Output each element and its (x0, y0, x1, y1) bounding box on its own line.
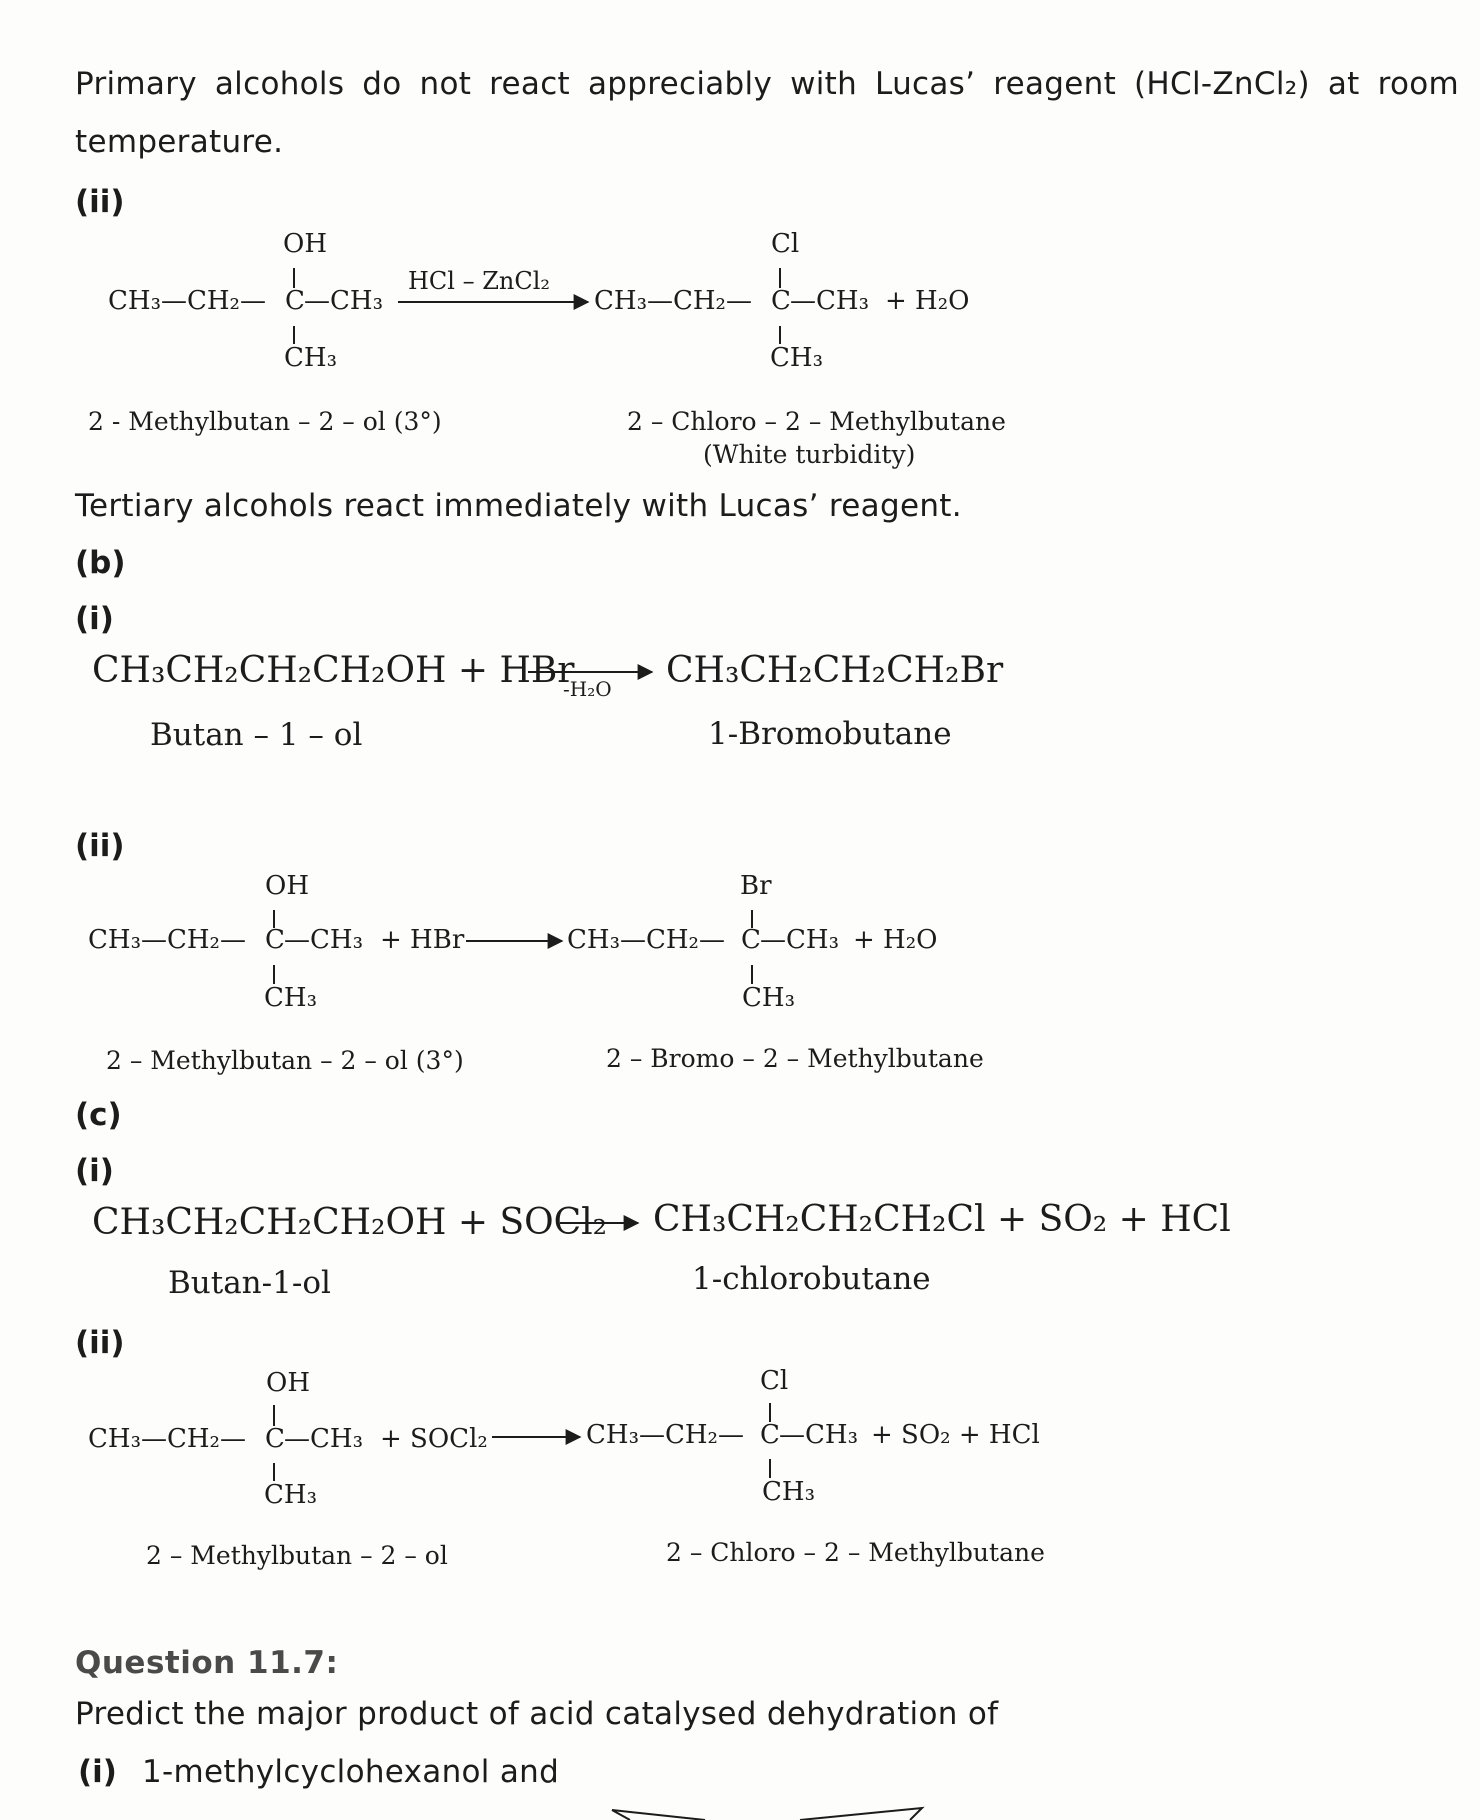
reagent-lucas: HCl – ZnCl₂ (408, 267, 551, 295)
b-i-reactant-name: Butan – 1 – ol (150, 717, 363, 753)
b-ii-product-chain-right: —CH₃ (760, 925, 839, 955)
product-cl: Cl (771, 229, 800, 259)
c-ii-reactant-chain-left: CH₃—CH₂— (88, 1424, 246, 1454)
product-chain-left: CH₃—CH₂— (594, 286, 752, 316)
c-i-reactant-name: Butan-1-ol (168, 1265, 331, 1301)
reactant-chain-right: —CH₃ (304, 286, 383, 316)
c-ii-product-suffix: + SO₂ + HCl (871, 1420, 1040, 1450)
product-carbon: C (771, 286, 791, 316)
b-i-lhs: CH₃CH₂CH₂CH₂OH + HBr (92, 650, 575, 691)
c-ii-product-name: 2 – Chloro – 2 – Methylbutane (666, 1538, 1045, 1567)
c-ii-reactant-oh: OH (266, 1368, 310, 1398)
reactant-methyl: CH₃ (284, 343, 337, 373)
product-water: + H₂O (885, 286, 970, 316)
label-b: (b) (75, 545, 126, 581)
intro-line-2: temperature. (75, 124, 284, 160)
c-ii-product-cl: Cl (760, 1366, 789, 1396)
reactant-carbon: C (285, 286, 305, 316)
c-ii-reactant-carbon: C (265, 1424, 285, 1454)
product-methyl: CH₃ (770, 343, 823, 373)
c-i-product-name: 1-chlorobutane (692, 1261, 931, 1297)
question-heading: Question 11.7: (75, 1645, 339, 1681)
reactant-name: 2 - Methylbutan – 2 – ol (3°) (88, 407, 442, 436)
product-chain-right: —CH₃ (790, 286, 869, 316)
question-text: Predict the major product of acid catalysed dehydration of (75, 1696, 999, 1732)
b-ii-reactant-name: 2 – Methylbutan – 2 – ol (3°) (106, 1046, 464, 1075)
reactant-oh: OH (283, 229, 327, 259)
b-ii-product-methyl: CH₃ (742, 983, 795, 1013)
b-ii-reactant-oh: OH (265, 871, 309, 901)
label-a-ii: (ii) (75, 184, 125, 220)
b-ii-product-chain-left: CH₃—CH₂— (567, 925, 725, 955)
ring-edge-right (800, 1808, 922, 1820)
c-ii-product-chain-right: —CH₃ (779, 1420, 858, 1450)
c-ii-product-chain-left: CH₃—CH₂— (586, 1420, 744, 1450)
label-b-ii: (ii) (75, 828, 125, 864)
c-ii-reactant-chain-right: —CH₃ (284, 1424, 363, 1454)
c-ii-product-carbon: C (760, 1420, 780, 1450)
label-c-i: (i) (75, 1153, 114, 1189)
b-ii-reactant-carbon: C (265, 925, 285, 955)
reactant-chain-left: CH₃—CH₂— (108, 286, 266, 316)
b-ii-product-name: 2 – Bromo – 2 – Methylbutane (606, 1044, 984, 1073)
b-ii-product-br: Br (740, 871, 772, 901)
question-item-text: 1-methylcyclohexanol and (142, 1754, 560, 1790)
b-i-below-arrow: -H₂O (563, 677, 612, 701)
b-ii-reactant-chain-left: CH₃—CH₂— (88, 925, 246, 955)
b-ii-reactant-hbr: + HBr (380, 925, 465, 955)
b-ii-product-water: + H₂O (853, 925, 938, 955)
tertiary-note: Tertiary alcohols react immediately with Lucas’ reagent. (75, 488, 962, 524)
c-ii-reactant-name: 2 – Methylbutan – 2 – ol (146, 1541, 448, 1570)
c-ii-reactant-socl2: + SOCl₂ (380, 1424, 488, 1454)
c-ii-product-methyl: CH₃ (762, 1477, 815, 1507)
b-i-rhs: CH₃CH₂CH₂CH₂Br (666, 650, 1004, 691)
b-ii-reactant-chain-right: —CH₃ (284, 925, 363, 955)
product-note: (White turbidity) (703, 440, 916, 469)
product-name: 2 – Chloro – 2 – Methylbutane (627, 407, 1006, 436)
b-ii-product-carbon: C (741, 925, 761, 955)
b-ii-reactant-methyl: CH₃ (264, 983, 317, 1013)
b-i-product-name: 1-Bromobutane (708, 716, 952, 752)
label-b-i: (i) (75, 601, 114, 637)
label-c: (c) (75, 1097, 122, 1133)
c-ii-reactant-methyl: CH₃ (264, 1480, 317, 1510)
question-item-label: (i) (78, 1754, 117, 1790)
label-c-ii: (ii) (75, 1325, 125, 1361)
intro-line-1: Primary alcohols do not react appreciably with Lucas’ reagent (HCl-ZnCl₂) at room (75, 66, 1459, 102)
c-i-lhs: CH₃CH₂CH₂CH₂OH + SOCl₂ (92, 1202, 608, 1243)
c-i-rhs: CH₃CH₂CH₂CH₂Cl + SO₂ + HCl (653, 1199, 1231, 1240)
